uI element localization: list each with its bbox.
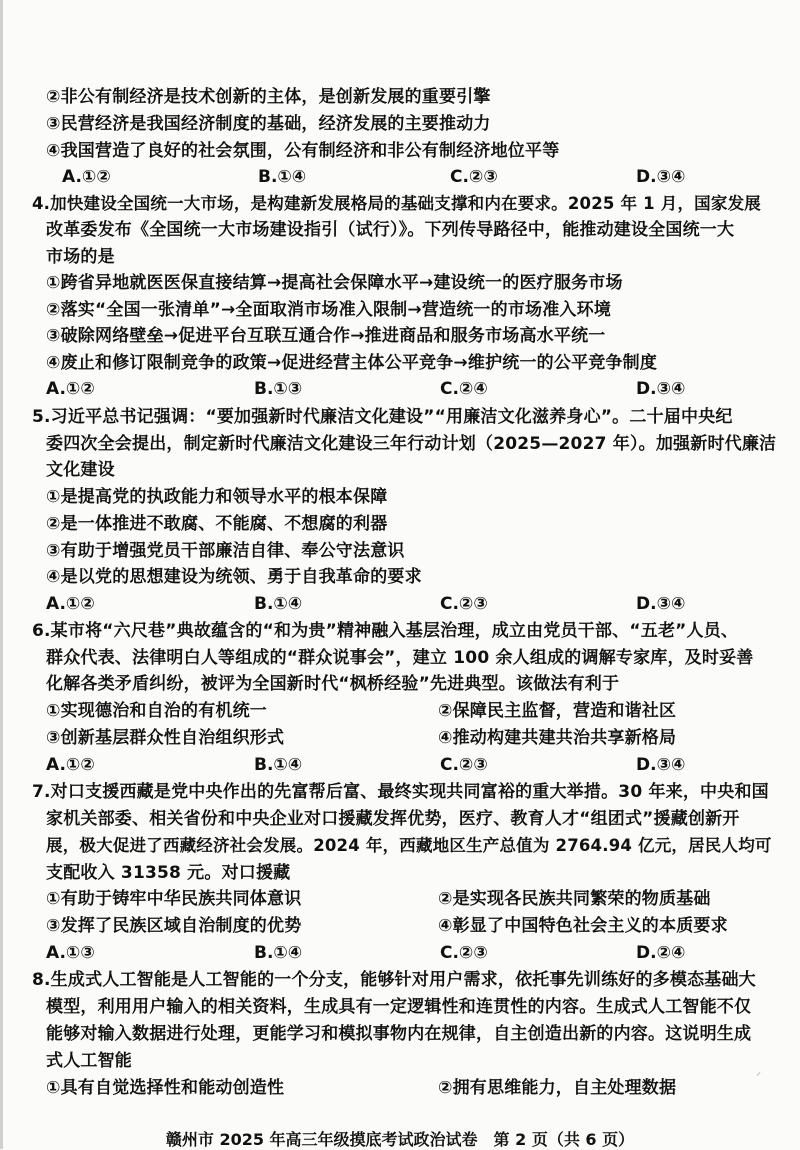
q8-stem-line: 式人工智能 <box>46 1051 132 1071</box>
q3-option-b: B.①④ <box>258 167 307 187</box>
q6-stem-line: 群众代表、法律明白人等组成的“群众说事会”，建立 100 余人组成的调解专家库，及时妥善 <box>46 648 754 668</box>
q4-stem-line: 改革委发布《全国统一大市场建设指引（试行）》。下列传导路径中，能推动建设全国统一大 <box>46 220 735 240</box>
q8-stem-line: 模型，利用用户输入的相关资料，生成具有一定逻辑性和连贯性的内容。生成式人工智能不仅 <box>46 997 752 1017</box>
q4-option-d: D.③④ <box>636 379 686 399</box>
q5-option-c: C.②③ <box>440 594 488 614</box>
q6-statement-1: ①实现德治和自治的有机统一 <box>46 701 267 721</box>
q6-statement-2: ②保障民主监督，营造和谐社区 <box>438 701 677 721</box>
q6-option-c: C.②③ <box>440 755 488 775</box>
q6-option-d: D.③④ <box>636 755 686 775</box>
q7-statement-2: ②是实现各民族共同繁荣的物质基础 <box>438 889 711 909</box>
q8-statement-1: ①具有自觉选择性和能动创造性 <box>46 1078 285 1098</box>
page-edge-shadow <box>0 0 3 1149</box>
q5-statement-4: ④是以党的思想建设为统领、勇于自我革命的要求 <box>46 567 422 587</box>
q7-statement-1: ①有助于铸牢中华民族共同体意识 <box>46 889 302 909</box>
q3-statement-3: ③民营经济是我国经济制度的基础，经济发展的主要推动力 <box>46 114 491 134</box>
q8-stem-line: 8.生成式人工智能是人工智能的一个分支，能够针对用户需求，依托事先训练好的多模态基础大 <box>32 970 756 990</box>
q7-option-c: C.②③ <box>440 943 488 963</box>
q4-option-a: A.①② <box>46 379 95 399</box>
q8-stem-line: 能够对输入数据进行处理，更能学习和模拟事物内在规律，自主创造出新的内容。这说明生成 <box>46 1024 752 1044</box>
q3-statement-4: ④我国营造了良好的社会氛围，公有制经济和非公有制经济地位平等 <box>46 141 560 161</box>
q3-option-d: D.③④ <box>636 167 686 187</box>
q5-statement-1: ①是提高党的执政能力和领导水平的根本保障 <box>46 487 388 507</box>
q7-statement-4: ④彰显了中国特色社会主义的本质要求 <box>438 916 728 936</box>
q5-statement-2: ②是一体推进不敢腐、不能腐、不想腐的利器 <box>46 514 388 534</box>
q3-option-c: C.②③ <box>450 167 498 187</box>
q5-option-a: A.①② <box>46 594 95 614</box>
q4-option-b: B.①③ <box>254 379 303 399</box>
q4-stem-line: 市场的是 <box>46 247 115 267</box>
q7-option-d: D.②④ <box>636 943 686 963</box>
q6-option-a: A.①② <box>46 755 95 775</box>
q6-stem-line: 6.某市将“六尺巷”典故蕴含的“和为贵”精神融入基层治理，成立由党员干部、“五老”人员、 <box>32 621 739 641</box>
q7-statement-3: ③发挥了民族区域自治制度的优势 <box>46 916 302 936</box>
q5-stem-line: 委四次全会提出，制定新时代廉洁文化建设三年行动计划（2025—2027 年）。加强新时代廉洁 <box>46 434 777 454</box>
q5-stem-line: 5.习近平总书记强调：“要加强新时代廉洁文化建设”“用廉洁文化滋养身心”。二十届中央纪 <box>32 407 733 427</box>
q8-statement-2: ②拥有思维能力，自主处理数据 <box>438 1078 677 1098</box>
q4-option-c: C.②④ <box>440 379 488 399</box>
q7-stem-line: 7.对口支援西藏是党中央作出的先富帮后富、最终实现共同富裕的重大举措。30 年来，中央和国 <box>32 782 769 802</box>
q4-statement-3: ③破除网络壁垒→促进平台互联互通合作→推进商品和服务市场高水平统一 <box>46 326 606 346</box>
q4-stem-line: 4.加快建设全国统一大市场，是构建新发展格局的基础支撑和内在要求。2025 年 1 月，国家发展 <box>32 194 761 213</box>
q5-option-d: D.③④ <box>636 594 686 614</box>
q3-option-a: A.①② <box>62 167 111 187</box>
q4-statement-4: ④废止和修订限制竞争的政策→促进经营主体公平竞争→维护统一的公平竞争制度 <box>46 353 658 373</box>
q7-option-a: A.①③ <box>46 943 95 963</box>
q6-option-b: B.①④ <box>254 755 303 775</box>
stray-pen-mark: ⸝ <box>756 1067 761 1078</box>
q5-statement-3: ③有助于增强党员干部廉洁自律、奉公守法意识 <box>46 541 405 561</box>
q7-stem-line: 支配收入 31358 元。对口援藏 <box>46 863 291 883</box>
q5-option-b: B.①④ <box>254 594 303 614</box>
q4-statement-2: ②落实“全国一张清单”→全面取消市场准入限制→营造统一的市场准入环境 <box>46 300 612 320</box>
q7-option-b: B.①④ <box>254 943 303 963</box>
q7-stem-line: 家机关部委、相关省份和中央企业对口援藏发挥优势，医疗、教育人才“组团式”援藏创新开 <box>46 809 740 829</box>
page-footer: 赣州市 2025 年高三年级摸底考试政治试卷 第 2 页（共 6 页） <box>165 1130 635 1149</box>
q5-stem-line: 文化建设 <box>46 460 115 480</box>
q6-statement-3: ③创新基层群众性自治组织形式 <box>46 728 285 748</box>
q3-statement-2: ②非公有制经济是技术创新的主体，是创新发展的重要引擎 <box>46 87 491 107</box>
q6-stem-line: 化解各类矛盾纠纷，被评为全国新时代“枫桥经验”先进典型。该做法有利于 <box>46 674 620 694</box>
q4-statement-1: ①跨省异地就医医保直接结算→提高社会保障水平→建设统一的医疗服务市场 <box>46 273 623 293</box>
q6-statement-4: ④推动构建共建共治共享新格局 <box>438 728 677 748</box>
q7-stem-line: 展，极大促进了西藏经济社会发展。2024 年，西藏地区生产总值为 2764.94 亿元，居民人均可 <box>46 836 772 855</box>
